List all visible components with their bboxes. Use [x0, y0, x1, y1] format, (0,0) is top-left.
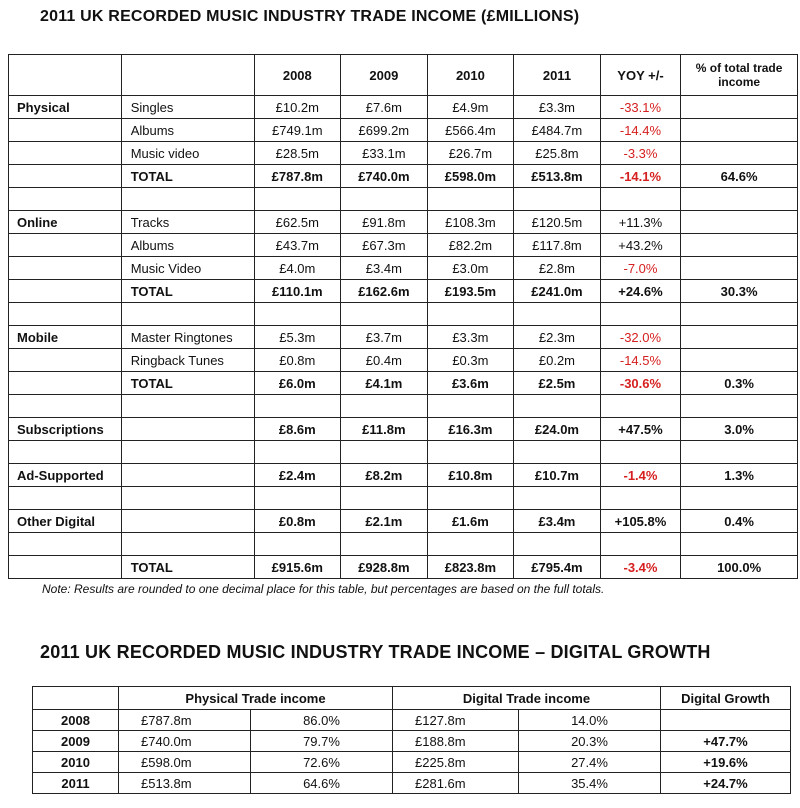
- value-2011-cell: £3.4m: [514, 510, 601, 533]
- value-2008-cell: [254, 533, 341, 556]
- header-2010: 2010: [427, 55, 514, 96]
- value-2010-cell: £0.3m: [427, 349, 514, 372]
- table-row: [9, 119, 798, 142]
- pct-total-cell: [681, 533, 798, 556]
- yoy-cell: [600, 487, 681, 510]
- value-2011-cell: £0.2m: [514, 349, 601, 372]
- pct-total-cell: [681, 119, 798, 142]
- category-cell: Other Digital: [9, 510, 122, 533]
- value-2010-cell: [427, 188, 514, 211]
- yoy-cell: +24.6%: [600, 280, 681, 303]
- yoy-cell: -32.0%: [600, 326, 681, 349]
- yoy-cell: -1.4%: [600, 464, 681, 487]
- subcategory-cell: Tracks: [121, 211, 254, 234]
- value-2011-cell: £3.3m: [514, 96, 601, 119]
- spacer-row: [9, 533, 798, 556]
- table-row: [9, 234, 798, 257]
- yoy-cell: [600, 188, 681, 211]
- value-2010-cell: £1.6m: [427, 510, 514, 533]
- value-2008-cell: £110.1m: [254, 280, 341, 303]
- value-2011-cell: £484.7m: [514, 119, 601, 142]
- value-2010-cell: £16.3m: [427, 418, 514, 441]
- value-2011-cell: £2.5m: [514, 372, 601, 395]
- spacer-row: [9, 395, 798, 418]
- table-row: [9, 165, 798, 188]
- value-2009-cell: £3.4m: [341, 257, 428, 280]
- pct-total-cell: 0.4%: [681, 510, 798, 533]
- year-cell: 2009: [33, 731, 119, 752]
- subcategory-cell: [121, 487, 254, 510]
- table1-note: Note: Results are rounded to one decimal place for this table, but percentages are based on the full totals.: [42, 582, 605, 596]
- subcategory-cell: Albums: [121, 119, 254, 142]
- value-2010-cell: [427, 441, 514, 464]
- value-2008-cell: £5.3m: [254, 326, 341, 349]
- value-2009-cell: £3.7m: [341, 326, 428, 349]
- category-cell: [9, 119, 122, 142]
- value-2008-cell: £8.6m: [254, 418, 341, 441]
- value-2008-cell: £4.0m: [254, 257, 341, 280]
- yoy-cell: -30.6%: [600, 372, 681, 395]
- yoy-cell: [600, 395, 681, 418]
- subcategory-cell: Singles: [121, 96, 254, 119]
- value-2011-cell: £241.0m: [514, 280, 601, 303]
- subcategory-cell: Albums: [121, 234, 254, 257]
- subcategory-cell: [121, 418, 254, 441]
- header-yoy: YOY +/-: [600, 55, 681, 96]
- table1-header-row: [9, 55, 798, 96]
- subcategory-cell: TOTAL: [121, 280, 254, 303]
- category-cell: [9, 372, 122, 395]
- yoy-cell: +11.3%: [600, 211, 681, 234]
- digital-growth-cell: +19.6%: [661, 752, 791, 773]
- value-2009-cell: £91.8m: [341, 211, 428, 234]
- category-cell: Subscriptions: [9, 418, 122, 441]
- digital-amount-cell: £281.6m: [393, 773, 519, 794]
- value-2009-cell: [341, 395, 428, 418]
- table-row: [9, 464, 798, 487]
- value-2009-cell: £11.8m: [341, 418, 428, 441]
- subcategory-cell: Music Video: [121, 257, 254, 280]
- header-2011: 2011: [514, 55, 601, 96]
- physical-pct-cell: 72.6%: [251, 752, 393, 773]
- value-2010-cell: £566.4m: [427, 119, 514, 142]
- value-2011-cell: £2.8m: [514, 257, 601, 280]
- value-2011-cell: £24.0m: [514, 418, 601, 441]
- value-2009-cell: £4.1m: [341, 372, 428, 395]
- subcategory-cell: [121, 395, 254, 418]
- subcategory-cell: TOTAL: [121, 165, 254, 188]
- value-2009-cell: £699.2m: [341, 119, 428, 142]
- digital-amount-cell: £127.8m: [393, 710, 519, 731]
- digital-growth-cell: +47.7%: [661, 731, 791, 752]
- value-2010-cell: £823.8m: [427, 556, 514, 579]
- table-row: [9, 96, 798, 119]
- subcategory-cell: [121, 188, 254, 211]
- physical-amount-cell: £740.0m: [119, 731, 251, 752]
- header-cell: [33, 687, 119, 710]
- value-2011-cell: [514, 487, 601, 510]
- physical-pct-cell: 79.7%: [251, 731, 393, 752]
- subcategory-cell: Music video: [121, 142, 254, 165]
- header-2008: 2008: [254, 55, 341, 96]
- value-2008-cell: [254, 395, 341, 418]
- year-cell: 2011: [33, 773, 119, 794]
- pct-total-cell: [681, 96, 798, 119]
- table2-header-row: [33, 687, 791, 710]
- table-row: [9, 326, 798, 349]
- header-cell: [9, 55, 122, 96]
- digital-growth-cell: +24.7%: [661, 773, 791, 794]
- value-2010-cell: [427, 487, 514, 510]
- pct-total-cell: [681, 188, 798, 211]
- category-cell: [9, 280, 122, 303]
- table-row: [9, 211, 798, 234]
- pct-total-cell: [681, 303, 798, 326]
- header-cell: [121, 55, 254, 96]
- table-row: [9, 510, 798, 533]
- yoy-cell: -7.0%: [600, 257, 681, 280]
- yoy-cell: -3.3%: [600, 142, 681, 165]
- table-row: [9, 349, 798, 372]
- pct-total-cell: [681, 349, 798, 372]
- value-2009-cell: £2.1m: [341, 510, 428, 533]
- subcategory-cell: [121, 303, 254, 326]
- yoy-cell: -3.4%: [600, 556, 681, 579]
- value-2011-cell: £513.8m: [514, 165, 601, 188]
- category-cell: Physical: [9, 96, 122, 119]
- category-cell: [9, 533, 122, 556]
- value-2008-cell: £787.8m: [254, 165, 341, 188]
- category-cell: [9, 188, 122, 211]
- value-2011-cell: £795.4m: [514, 556, 601, 579]
- value-2009-cell: [341, 487, 428, 510]
- digital-pct-cell: 20.3%: [519, 731, 661, 752]
- yoy-cell: -14.1%: [600, 165, 681, 188]
- pct-total-cell: 1.3%: [681, 464, 798, 487]
- subcategory-cell: Master Ringtones: [121, 326, 254, 349]
- digital-amount-cell: £188.8m: [393, 731, 519, 752]
- physical-amount-cell: £598.0m: [119, 752, 251, 773]
- yoy-cell: -14.5%: [600, 349, 681, 372]
- value-2008-cell: £749.1m: [254, 119, 341, 142]
- digital-growth-cell: [661, 710, 791, 731]
- pct-total-cell: [681, 326, 798, 349]
- category-cell: Mobile: [9, 326, 122, 349]
- category-cell: [9, 142, 122, 165]
- value-2008-cell: [254, 188, 341, 211]
- value-2008-cell: [254, 487, 341, 510]
- yoy-cell: +43.2%: [600, 234, 681, 257]
- spacer-row: [9, 487, 798, 510]
- value-2008-cell: £2.4m: [254, 464, 341, 487]
- table-row: [33, 752, 791, 773]
- value-2010-cell: £10.8m: [427, 464, 514, 487]
- yoy-cell: [600, 533, 681, 556]
- value-2009-cell: [341, 441, 428, 464]
- yoy-cell: +105.8%: [600, 510, 681, 533]
- pct-total-cell: [681, 487, 798, 510]
- table-row: [33, 773, 791, 794]
- value-2011-cell: [514, 303, 601, 326]
- table-row: [9, 280, 798, 303]
- subcategory-cell: TOTAL: [121, 372, 254, 395]
- category-cell: [9, 487, 122, 510]
- header-growth: Digital Growth: [661, 687, 791, 710]
- value-2009-cell: £8.2m: [341, 464, 428, 487]
- value-2010-cell: [427, 303, 514, 326]
- pct-total-cell: [681, 211, 798, 234]
- category-cell: [9, 234, 122, 257]
- value-2010-cell: £3.0m: [427, 257, 514, 280]
- header-pct-total: % of total trade income: [681, 55, 798, 96]
- year-cell: 2008: [33, 710, 119, 731]
- pct-total-cell: [681, 257, 798, 280]
- physical-pct-cell: 86.0%: [251, 710, 393, 731]
- category-cell: [9, 303, 122, 326]
- value-2011-cell: £10.7m: [514, 464, 601, 487]
- value-2009-cell: £7.6m: [341, 96, 428, 119]
- yoy-cell: +47.5%: [600, 418, 681, 441]
- value-2008-cell: £6.0m: [254, 372, 341, 395]
- physical-pct-cell: 64.6%: [251, 773, 393, 794]
- pct-total-cell: 3.0%: [681, 418, 798, 441]
- value-2009-cell: £0.4m: [341, 349, 428, 372]
- value-2011-cell: £2.3m: [514, 326, 601, 349]
- category-cell: [9, 395, 122, 418]
- yoy-cell: -33.1%: [600, 96, 681, 119]
- spacer-row: [9, 441, 798, 464]
- category-cell: [9, 349, 122, 372]
- yoy-cell: [600, 441, 681, 464]
- value-2009-cell: £33.1m: [341, 142, 428, 165]
- value-2011-cell: [514, 533, 601, 556]
- table-row: [33, 731, 791, 752]
- category-cell: [9, 257, 122, 280]
- digital-growth-table: [32, 686, 791, 794]
- table-row: [9, 142, 798, 165]
- category-cell: Online: [9, 211, 122, 234]
- value-2008-cell: £915.6m: [254, 556, 341, 579]
- table1-title: 2011 UK RECORDED MUSIC INDUSTRY TRADE INCOME (£MILLIONS): [40, 8, 580, 25]
- category-cell: Ad-Supported: [9, 464, 122, 487]
- value-2009-cell: [341, 303, 428, 326]
- value-2011-cell: £117.8m: [514, 234, 601, 257]
- yoy-cell: [600, 303, 681, 326]
- pct-total-cell: [681, 441, 798, 464]
- table-row: [9, 418, 798, 441]
- value-2009-cell: £162.6m: [341, 280, 428, 303]
- category-cell: [9, 441, 122, 464]
- digital-pct-cell: 35.4%: [519, 773, 661, 794]
- digital-pct-cell: 27.4%: [519, 752, 661, 773]
- physical-amount-cell: £787.8m: [119, 710, 251, 731]
- pct-total-cell: [681, 395, 798, 418]
- value-2010-cell: £3.3m: [427, 326, 514, 349]
- value-2010-cell: £108.3m: [427, 211, 514, 234]
- value-2011-cell: £25.8m: [514, 142, 601, 165]
- pct-total-cell: [681, 142, 798, 165]
- header-2009: 2009: [341, 55, 428, 96]
- value-2008-cell: £10.2m: [254, 96, 341, 119]
- value-2010-cell: [427, 395, 514, 418]
- value-2010-cell: £4.9m: [427, 96, 514, 119]
- value-2011-cell: [514, 441, 601, 464]
- category-cell: [9, 165, 122, 188]
- value-2010-cell: [427, 533, 514, 556]
- subcategory-cell: TOTAL: [121, 556, 254, 579]
- subcategory-cell: Ringback Tunes: [121, 349, 254, 372]
- trade-income-table: [8, 54, 798, 579]
- value-2009-cell: £928.8m: [341, 556, 428, 579]
- value-2008-cell: £43.7m: [254, 234, 341, 257]
- value-2008-cell: £0.8m: [254, 349, 341, 372]
- value-2010-cell: £3.6m: [427, 372, 514, 395]
- value-2009-cell: [341, 188, 428, 211]
- digital-amount-cell: £225.8m: [393, 752, 519, 773]
- pct-total-cell: 64.6%: [681, 165, 798, 188]
- value-2011-cell: [514, 188, 601, 211]
- year-cell: 2010: [33, 752, 119, 773]
- table-row: [9, 372, 798, 395]
- value-2010-cell: £193.5m: [427, 280, 514, 303]
- category-cell: [9, 556, 122, 579]
- subcategory-cell: [121, 510, 254, 533]
- yoy-cell: -14.4%: [600, 119, 681, 142]
- table-row: [9, 556, 798, 579]
- pct-total-cell: 100.0%: [681, 556, 798, 579]
- header-digital: Digital Trade income: [393, 687, 661, 710]
- subcategory-cell: [121, 464, 254, 487]
- value-2010-cell: £598.0m: [427, 165, 514, 188]
- spacer-row: [9, 303, 798, 326]
- value-2009-cell: [341, 533, 428, 556]
- table-row: [9, 257, 798, 280]
- value-2008-cell: [254, 303, 341, 326]
- value-2008-cell: [254, 441, 341, 464]
- value-2009-cell: £740.0m: [341, 165, 428, 188]
- value-2008-cell: £28.5m: [254, 142, 341, 165]
- physical-amount-cell: £513.8m: [119, 773, 251, 794]
- value-2008-cell: £62.5m: [254, 211, 341, 234]
- value-2008-cell: £0.8m: [254, 510, 341, 533]
- table2-title: 2011 UK RECORDED MUSIC INDUSTRY TRADE INCOME – DIGITAL GROWTH: [40, 642, 711, 662]
- value-2009-cell: £67.3m: [341, 234, 428, 257]
- subcategory-cell: [121, 533, 254, 556]
- digital-pct-cell: 14.0%: [519, 710, 661, 731]
- value-2011-cell: [514, 395, 601, 418]
- value-2010-cell: £26.7m: [427, 142, 514, 165]
- value-2010-cell: £82.2m: [427, 234, 514, 257]
- table-row: [33, 710, 791, 731]
- header-physical: Physical Trade income: [119, 687, 393, 710]
- pct-total-cell: [681, 234, 798, 257]
- value-2011-cell: £120.5m: [514, 211, 601, 234]
- subcategory-cell: [121, 441, 254, 464]
- pct-total-cell: 0.3%: [681, 372, 798, 395]
- spacer-row: [9, 188, 798, 211]
- pct-total-cell: 30.3%: [681, 280, 798, 303]
